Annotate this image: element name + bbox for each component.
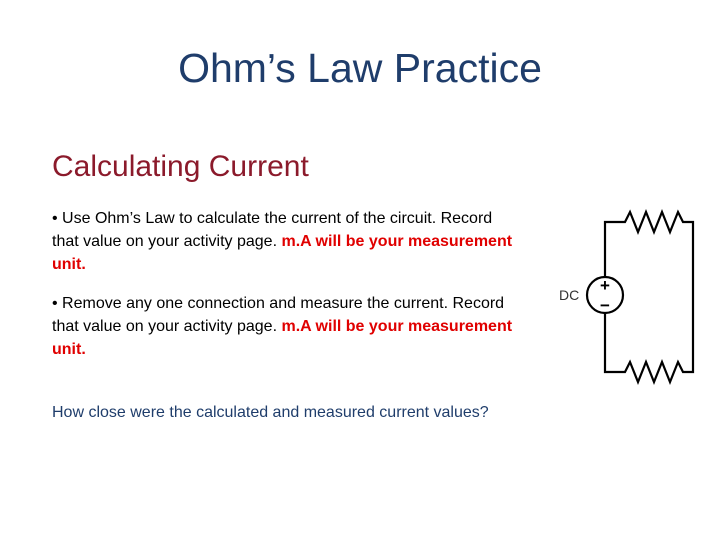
instruction-1-text: • Use Ohm’s Law to calculate the current of the circuit. Record that value on your activity page. [52, 210, 493, 250]
plus-sign: + [600, 276, 610, 295]
instruction-1-unit-note: m.A will be your measurement unit. [52, 233, 513, 273]
instruction-paragraph-1 [52, 207, 522, 276]
slide-subtitle: Calculating Current [52, 150, 309, 183]
dc-label: DC [559, 287, 580, 303]
instruction-2-unit-note: m.A will be your measurement unit. [52, 318, 513, 358]
bottom-resistor [605, 360, 693, 382]
circuit-diagram [550, 200, 710, 390]
instruction-paragraph-2 [52, 292, 522, 361]
minus-sign: − [600, 296, 610, 315]
reflection-question: How close were the calculated and measured current values? [52, 404, 489, 421]
instruction-2-text: • Remove any one connection and measure the current. Record that value on your activity page. [52, 295, 505, 335]
slide-title: Ohm’s Law Practice [178, 45, 542, 91]
top-resistor [605, 212, 693, 232]
